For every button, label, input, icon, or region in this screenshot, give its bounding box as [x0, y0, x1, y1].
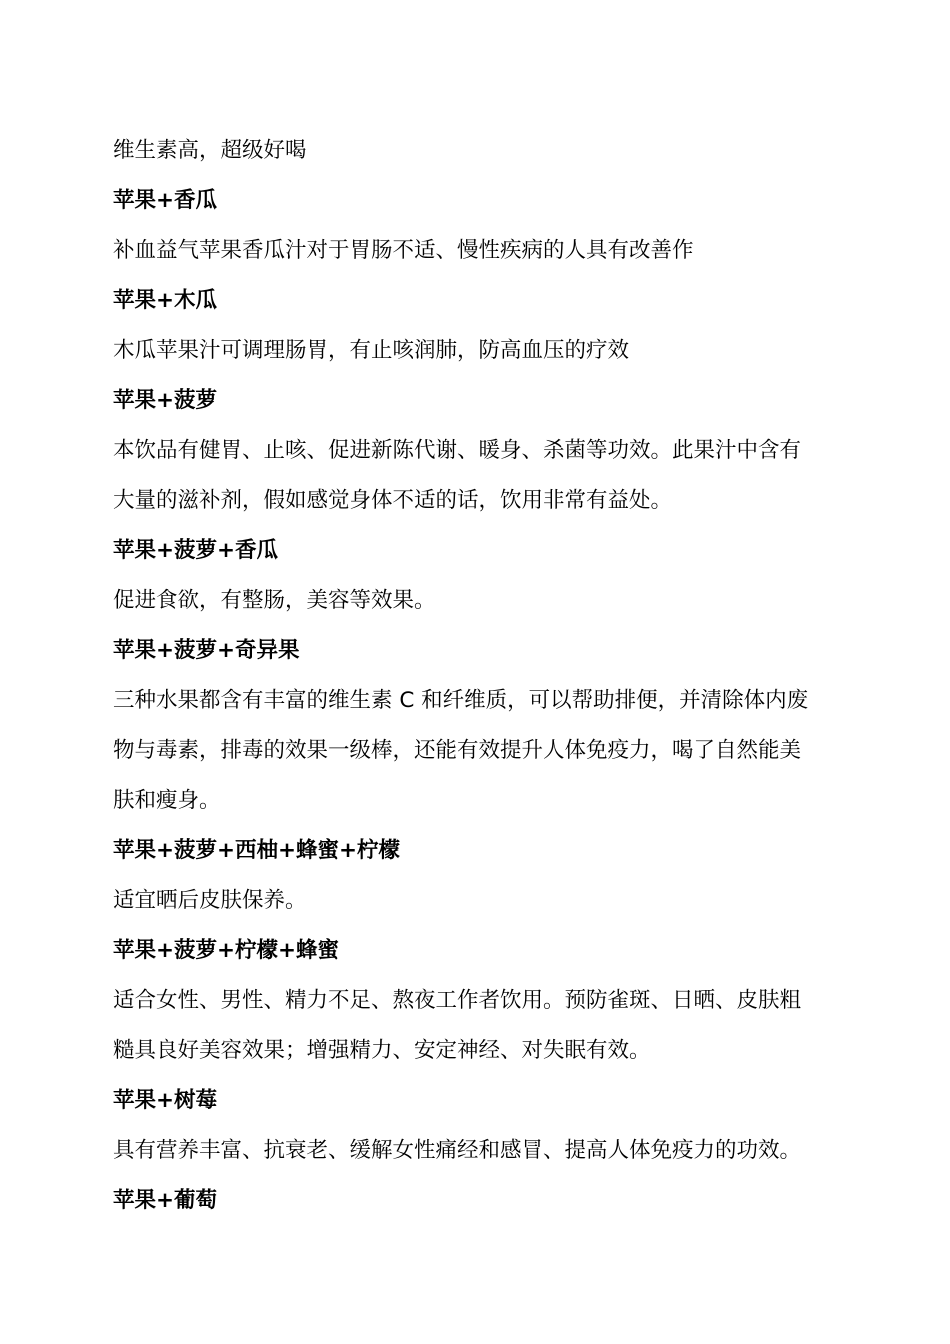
section-heading-apple-papaya: 苹果+木瓜: [113, 288, 218, 313]
body-text-line: 物与毒素，排毒的效果一级棒，还能有效提升人体免疫力，喝了自然能美: [113, 738, 802, 763]
body-text-line: 三种水果都含有丰富的维生素 C 和纤维质，可以帮助排便，并清除体内废: [113, 688, 809, 713]
body-text-line: 适宜晒后皮肤保养。: [113, 888, 307, 913]
document-body: [113, 126, 843, 1226]
section-heading-apple-cantaloupe: 苹果+香瓜: [113, 188, 218, 213]
body-text-line: 肤和瘦身。: [113, 788, 221, 813]
section-heading-apple-grape: 苹果+葡萄: [113, 1188, 218, 1213]
section-heading-apple-raspberry: 苹果+树莓: [113, 1088, 218, 1113]
body-text-line: 促进食欲，有整肠，美容等效果。: [113, 588, 436, 613]
body-text-line: 维生素高，超级好喝: [113, 138, 307, 163]
section-heading-apple-pineapple-kiwi: 苹果+菠萝+奇异果: [113, 638, 300, 663]
body-text-line: 大量的滋补剂，假如感觉身体不适的话，饮用非常有益处。: [113, 488, 673, 513]
section-heading-apple-pineapple-cantaloupe: 苹果+菠萝+香瓜: [113, 538, 279, 563]
body-text-line: 糙具良好美容效果；增强精力、安定神经、对失眠有效。: [113, 1038, 651, 1063]
section-heading-apple-pineapple: 苹果+菠萝: [113, 388, 218, 413]
section-heading-apple-pineapple-lemon-honey: 苹果+菠萝+柠檬+蜂蜜: [113, 938, 340, 963]
body-text-line: 适合女性、男性、精力不足、熬夜工作者饮用。预防雀斑、日晒、皮肤粗: [113, 988, 802, 1013]
body-text-line: 本饮品有健胃、止咳、促进新陈代谢、暖身、杀菌等功效。此果汁中含有: [113, 438, 802, 463]
body-text-line: 补血益气苹果香瓜汁对于胃肠不适、慢性疾病的人具有改善作: [113, 238, 694, 263]
section-heading-apple-pineapple-grapefruit-honey-lemon: 苹果+菠萝+西柚+蜂蜜+柠檬: [113, 838, 401, 863]
body-text-line: 具有营养丰富、抗衰老、缓解女性痛经和感冒、提高人体免疫力的功效。: [113, 1138, 802, 1163]
body-text-line: 木瓜苹果汁可调理肠胃，有止咳润肺，防高血压的疗效: [113, 338, 630, 363]
